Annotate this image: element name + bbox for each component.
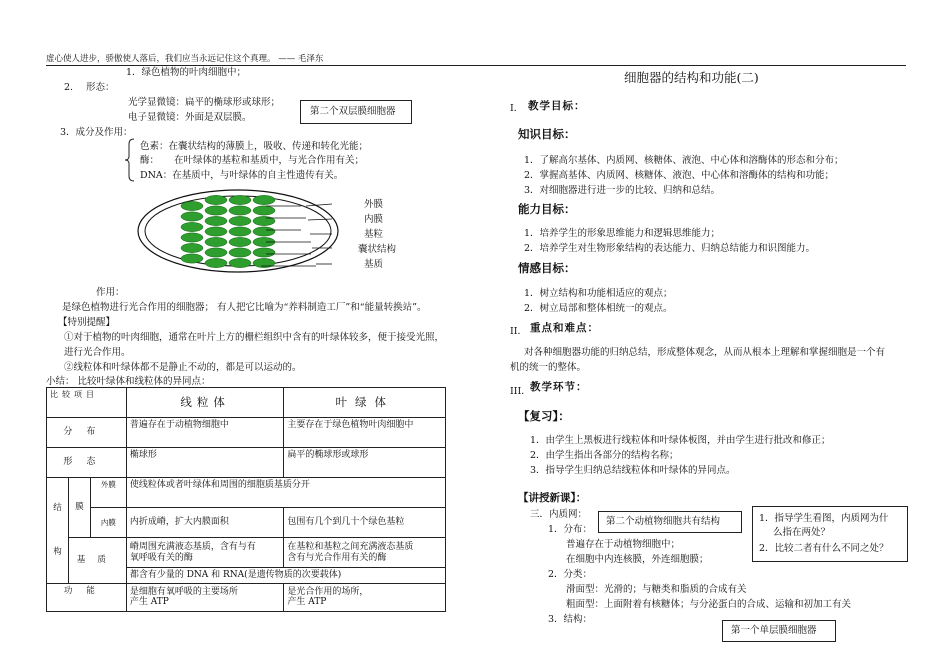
item-2-label: 形态： <box>86 82 115 93</box>
row-structure-a: 结 <box>53 503 62 514</box>
matrix-mitochondria <box>126 538 284 568</box>
func-mito-line-a: 是细胞有氧呼吸的主要场所 <box>129 586 238 597</box>
morph-light: 光学显微镜：扁平的椭球形或球形； <box>128 97 281 108</box>
guide-box <box>752 506 908 562</box>
sec2-title: 重点和难点： <box>530 322 599 334</box>
header-item: 比较项目 <box>47 388 127 418</box>
guide-2: 2．比较二者有什么不同之处？ <box>759 543 889 554</box>
thylakoid-disc <box>253 227 275 236</box>
func-chloro-line-a: 是光合作用的场所， <box>287 586 369 597</box>
emotion-title: 情感目标： <box>518 261 576 275</box>
matrix-both: 都含有少量的 DNA 和 RNA(是遗传物质的次要载体) <box>126 568 445 584</box>
component-enzyme-label: 酶： <box>140 155 160 166</box>
er-smooth: 滑面型：光滑的；与糖类和脂质的合成有关 <box>566 584 747 595</box>
sec3-title: 教学环节： <box>530 381 588 393</box>
thylakoid-disc <box>229 248 251 257</box>
row-function: 功能 <box>47 583 127 611</box>
er-dist-label: 1．分布： <box>548 524 593 535</box>
review-2: 2．由学生指出各部分的结构名称； <box>530 450 679 461</box>
thylakoid-disc <box>181 201 203 210</box>
sec2-number: II． <box>510 326 528 337</box>
dist-mitochondria: 普遍存在于动植物细胞中 <box>126 418 284 448</box>
sec1-title: 教学目标： <box>528 100 586 112</box>
shape-mitochondria: 椭球形 <box>126 448 284 478</box>
component-pigment: 色素：在囊状结构的薄膜上，吸收、传递和转化光能； <box>140 141 369 152</box>
single-membrane-label: 第一个单层膜细胞器 <box>731 625 817 636</box>
header-quote: 虚心使人进步，骄傲使人落后，我们应当永远记住这个真理。 —— 毛泽东 <box>46 54 324 64</box>
guide-1b: 么指在两处？ <box>773 527 831 538</box>
func-chloro-line-b: 产生 ATP <box>287 597 327 608</box>
thylakoid-disc <box>253 206 275 215</box>
comparison-table <box>46 387 446 612</box>
row-inner-membrane: 内膜 <box>90 508 126 538</box>
thylakoid-disc <box>253 248 275 257</box>
item-1: 1．绿色植物的叶肉细胞中； <box>126 67 247 78</box>
thylakoid-disc <box>229 258 251 267</box>
function-text: 是绿色植物进行光合作用的细胞器； 有人把它比喻为“养料制造工厂”和“能量转换站”。 <box>62 302 427 313</box>
outer-both: 使线粒体或者叶绿体和周围的细胞质基质分开 <box>126 478 445 508</box>
row-shape: 形态 <box>47 448 127 478</box>
thylakoid-disc <box>205 237 227 246</box>
emotion-2: 2．树立局部和整体相统一的观点。 <box>524 303 673 314</box>
thylakoid-disc <box>253 195 275 204</box>
summary: 小结： 比较叶绿体和线粒体的异同点： <box>46 376 211 387</box>
sec2-text-2: 机的统一的整体。 <box>510 362 587 373</box>
matrix-chloro-line-a: 在基粒和基粒之间充满液态基质 <box>287 541 414 552</box>
func-mitochondria <box>126 583 284 611</box>
thylakoid-disc <box>229 237 251 246</box>
ability-title: 能力目标： <box>518 202 576 216</box>
guide-1a: 1．指导学生看图，内质网为什 <box>759 513 889 524</box>
row-structure-b: 构 <box>53 547 62 558</box>
er-rough: 粗面型：上面附着有核糖体；与分泌蛋白的合成、运输和初加工有关 <box>566 599 852 610</box>
single-membrane-box <box>722 620 836 642</box>
table-row <box>47 448 446 478</box>
table-row <box>47 583 446 611</box>
item-3: 3．成分及作用： <box>60 127 133 138</box>
label-granum: 基粒 <box>364 229 384 240</box>
dist-chloroplast: 主要存在于绿色植物叶肉细胞中 <box>284 418 446 448</box>
emotion-1: 1．树立结构和功能相适应的观点； <box>524 288 673 299</box>
new-lesson-title: 【讲授新课】： <box>518 492 587 504</box>
function-label: 作用： <box>96 287 125 298</box>
header-chloroplast: 叶绿体 <box>284 388 446 418</box>
knowledge-1: 1．了解高尔基体、内质网、核糖体、液泡、中心体和溶酶体的形态和分布； <box>524 155 844 166</box>
func-chloroplast <box>284 583 446 611</box>
thylakoid-disc <box>229 227 251 236</box>
thylakoid-disc <box>205 195 227 204</box>
review-1: 1．由学生上黑板进行线粒体和叶绿体板图，并由学生进行批改和修正； <box>530 435 831 446</box>
er-class-label: 2．分类： <box>548 569 593 580</box>
matrix-mito-line-b: 氧呼吸有关的酶 <box>129 552 193 563</box>
inner-mitochondria: 内折成嵴，扩大内膜面积 <box>126 508 284 538</box>
matrix-mito-line-a: 嵴周围充满液态基质，含有与有 <box>129 541 256 552</box>
component-dna: DNA：在基质中，与叶绿体的自主性遗传有关。 <box>140 170 344 181</box>
knowledge-3: 3．对细胞器进行进一步的比较、归纳和总结。 <box>524 185 721 196</box>
tip-1b: 进行光合作用。 <box>64 347 131 358</box>
shape-chloroplast: 扁平的椭球形或球形 <box>284 448 446 478</box>
knowledge-title: 知识目标： <box>518 127 576 141</box>
thylakoid-disc <box>181 212 203 221</box>
grana-stacks <box>181 195 275 267</box>
double-membrane-label: 第二个双层膜细胞器 <box>310 106 396 117</box>
row-structure <box>47 478 69 584</box>
ability-1: 1．培养学生的形象思维能力和逻辑思维能力； <box>524 228 721 239</box>
shared-structure-label: 第二个动植物细胞共有结构 <box>606 516 721 527</box>
header-mitochondria: 线粒体 <box>126 388 284 418</box>
thylakoid-disc <box>205 258 227 267</box>
item-2-number: 2. <box>64 82 74 93</box>
thylakoid-disc <box>205 216 227 225</box>
label-stroma: 基质 <box>364 259 384 270</box>
shared-structure-box <box>598 511 742 533</box>
thylakoid-disc <box>181 233 203 242</box>
sec1-number: I． <box>510 103 524 114</box>
row-outer-membrane: 外膜 <box>90 478 126 508</box>
row-distribution: 分布 <box>47 418 127 448</box>
row-matrix: 基质 <box>68 538 126 584</box>
label-inner-membrane: 内膜 <box>364 214 384 225</box>
page-title: 细胞器的结构和功能(二) <box>624 70 759 85</box>
thylakoid-disc <box>205 227 227 236</box>
morph-em: 电子显微镜：外面是双层膜。 <box>128 112 252 123</box>
matrix-chloro-line-b: 含有与光合作用有关的酶 <box>287 552 387 563</box>
matrix-chloroplast <box>284 538 446 568</box>
ability-2: 2．培养学生对生物形象结构的表达能力、归纳总结能力和识图能力。 <box>524 243 816 254</box>
table-row <box>47 388 446 418</box>
thylakoid-disc <box>229 206 251 215</box>
er-title: 三．内质网： <box>530 509 588 520</box>
thylakoid-disc <box>181 222 203 231</box>
row-membrane: 膜 <box>68 478 90 538</box>
brace-icon <box>124 138 136 182</box>
sec2-text: 对各种细胞器功能的归纳总结，形成整体观念，从而从根本上理解和掌握细胞是一个有 <box>524 347 886 358</box>
header-rule <box>46 65 906 66</box>
thylakoid-disc <box>181 254 203 263</box>
thylakoid-disc <box>229 216 251 225</box>
tip-2: ②线粒体和叶绿体都不是静止不动的，都是可以运动的。 <box>64 362 302 373</box>
tip-1a: ①对于植物的叶肉细胞，通常在叶片上方的栅栏组织中含有的叶绿体较多，便于接受光照， <box>64 332 445 343</box>
review-title: 【复习】： <box>518 409 570 423</box>
er-dist-text-1: 普遍存在于动植物细胞中； <box>566 539 681 550</box>
review-3: 3．指导学生归纳总结线粒体和叶绿体的异同点。 <box>530 465 736 476</box>
table-row <box>47 538 446 568</box>
label-thylakoid: 囊状结构 <box>358 244 397 255</box>
er-dist-text-2: 在细胞中内连核膜，外连细胞膜； <box>566 554 709 565</box>
er-struct-label: 3．结构： <box>548 614 593 625</box>
thylakoid-disc <box>205 206 227 215</box>
table-row <box>47 418 446 448</box>
tips-title: 【特别提醒】 <box>58 317 116 328</box>
chloroplast-diagram <box>136 186 370 282</box>
thylakoid-disc <box>229 195 251 204</box>
func-mito-line-b: 产生 ATP <box>129 597 169 608</box>
thylakoid-disc <box>205 248 227 257</box>
double-membrane-box <box>300 100 412 124</box>
table-row <box>47 478 446 508</box>
thylakoid-disc <box>181 243 203 252</box>
label-outer-membrane: 外膜 <box>364 199 384 210</box>
component-enzyme-text: 在叶绿体的基粒和基质中，与光合作用有关； <box>174 155 365 166</box>
table-row <box>47 508 446 538</box>
inner-chloroplast: 包围有几个到几十个绿色基粒 <box>284 508 446 538</box>
knowledge-2: 2．掌握高基体、内质网、核糖体、液泡、中心体和溶酶体的结构和功能； <box>524 170 835 181</box>
sec3-number: III． <box>510 386 531 397</box>
